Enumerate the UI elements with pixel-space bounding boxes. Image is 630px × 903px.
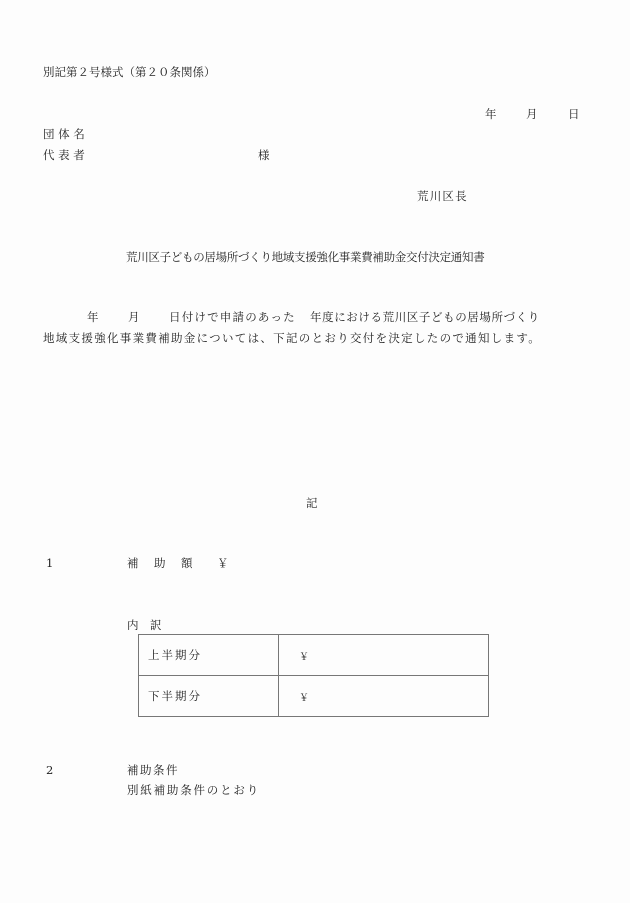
table-row <box>139 635 489 676</box>
breakdown-period: 下半期分 <box>139 676 279 717</box>
table-row <box>139 676 489 717</box>
item-1-currency: ￥ <box>217 556 229 570</box>
item-2-detail: 別紙補助条件のとおり <box>127 783 260 797</box>
breakdown-amount: ￥ <box>279 676 489 717</box>
issuer: 荒川区長 <box>417 189 468 203</box>
document-title: 荒川区子どもの居場所づくり地域支援強化事業費補助金交付決定通知書 <box>126 250 485 264</box>
item-2-number: 2 <box>46 763 54 777</box>
breakdown-heading: 内 訳 <box>127 618 162 632</box>
date-month: 月 <box>526 107 538 121</box>
recipient-honorific: 様 <box>258 148 270 162</box>
form-reference: 別記第２号様式（第２０条関係） <box>43 65 216 79</box>
breakdown-amount: ￥ <box>279 635 489 676</box>
organization-label: 団 体 名 <box>43 127 85 141</box>
breakdown-period: 上半期分 <box>139 635 279 676</box>
date-year: 年 <box>485 107 497 121</box>
body-year: 年 <box>87 310 99 324</box>
body-text-b: 年度における荒川区子どもの居場所づくり <box>310 310 540 324</box>
body-month: 月 <box>128 310 140 324</box>
body-text-a: 日付けで申請のあった <box>169 310 296 324</box>
body-line-2: 地域支援強化事業費補助金については、下記のとおり交付を決定したので通知します。 <box>43 331 542 345</box>
item-1-label: 補 助 額 <box>127 556 195 570</box>
breakdown-table <box>138 634 489 717</box>
item-1-number: 1 <box>46 556 54 570</box>
date-day: 日 <box>568 107 580 121</box>
item-2-label: 補助条件 <box>127 763 179 777</box>
representative-label: 代 表 者 <box>43 148 85 162</box>
ki-heading: 記 <box>306 496 318 510</box>
